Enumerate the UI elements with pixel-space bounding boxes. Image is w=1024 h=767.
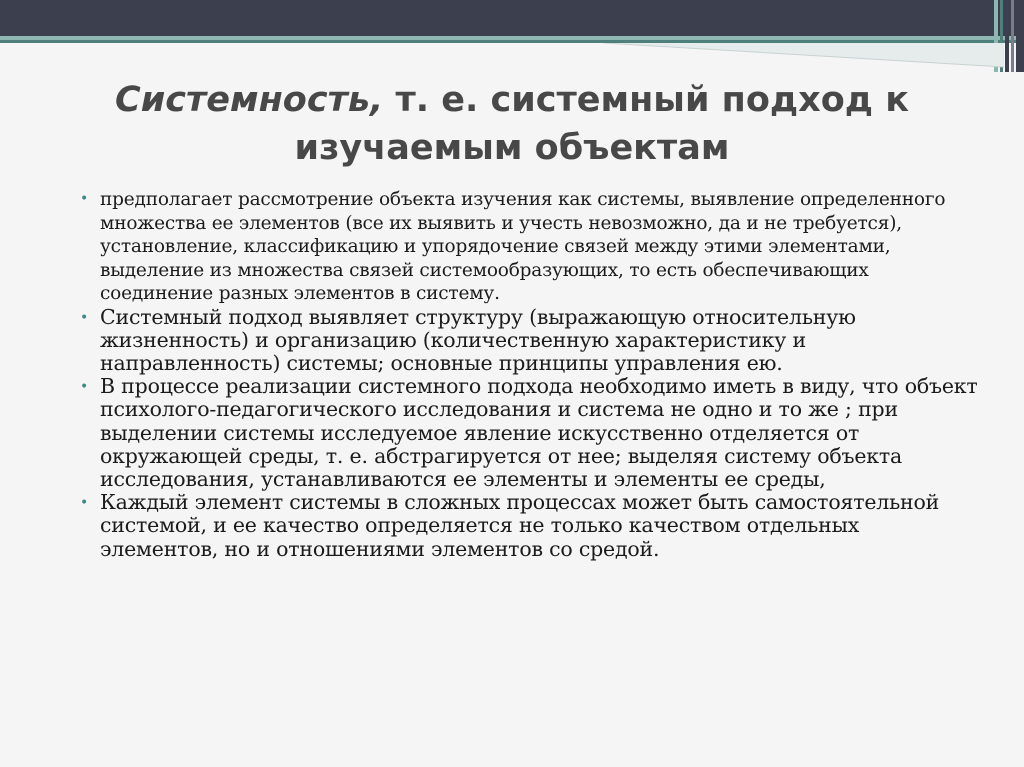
header-bar (0, 0, 1024, 36)
list-item (80, 374, 980, 491)
slide-title (40, 76, 984, 172)
title-italic-part: Системность, (115, 80, 384, 120)
bullet-icon: • (80, 495, 89, 512)
title-rest: т. е. системный подход к изучаемым объектам (294, 80, 909, 168)
bullet-icon: • (80, 191, 89, 207)
list-item (80, 188, 980, 306)
bullet-text: предполагает рассмотрение объекта изучения как системы, выявление определенного множества ее элементов (все их выявить и учесть невозможно, да и не требуется), установление, классификацию и упорядочение связей между этими элементами, выделение из множества связей системообразующих, то есть обеспечивающих соединение разных элементов в систему. (100, 189, 946, 304)
bullet-text: Каждый элемент системы в сложных процессах может быть самостоятельной системой, и ее качество определяется не только качеством отдельных элементов, но и отношениями элементов со средой. (100, 490, 940, 561)
list-item (80, 490, 980, 561)
bullet-text: В процессе реализации системного подхода необходимо иметь в виду, что объект психолого-педагогического исследования и система не одно и то же ; при выделении системы исследуемое явление искусственно отделяется от окружающей среды, т. е. абстрагируется от нее; выделяя систему объекта исследования, устанавливаются ее элементы и элементы ее среды, (100, 374, 978, 491)
bullet-icon: • (80, 379, 89, 396)
list-item (80, 304, 980, 376)
header-fold-decoration (604, 43, 1024, 75)
bullet-list (80, 188, 980, 561)
bullet-text: Системный подход выявляет структуру (выражающую относительную жизненность) и организацию (количественную характеристику и направленность) системы; основные принципы управления ею. (100, 304, 856, 375)
bullet-icon: • (80, 309, 89, 326)
